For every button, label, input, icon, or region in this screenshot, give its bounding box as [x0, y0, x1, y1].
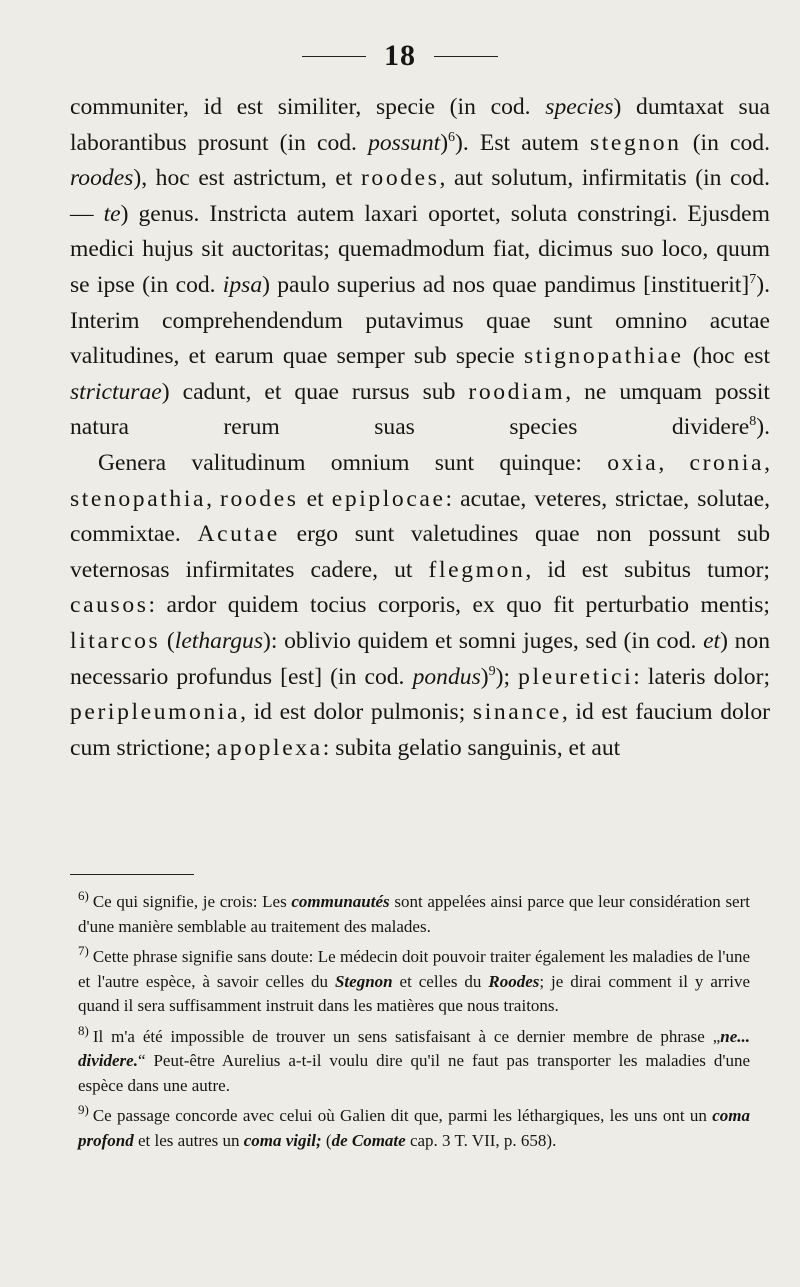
text-run: Ce passage concorde avec celui où Galien dit que, parmi les léthargiques, les uns ont un: [92, 1106, 713, 1125]
spaced-term: roodes: [220, 485, 299, 512]
text-run: et celles du: [392, 971, 489, 991]
italic-text: coma profond: [78, 1106, 750, 1150]
italic-text: roodes: [70, 165, 134, 192]
text-run: ,: [658, 449, 690, 476]
text-run: et: [298, 485, 332, 512]
spaced-term: flegmon: [428, 556, 526, 583]
footnote-ref: 7: [749, 272, 757, 288]
text-run: Cette phrase signifie sans doute: Le médecin doit pouvoir traiter également les maladies de l'une et l'autre espèce, à savoir celles du: [78, 947, 750, 991]
spaced-term: oxia: [607, 449, 659, 476]
text-run: , id est subitus tumor;: [525, 556, 770, 583]
header-rule-left: [302, 56, 366, 57]
italic-text: species: [545, 94, 614, 120]
footnote-number: 6): [78, 888, 89, 904]
footnotes: [78, 890, 750, 1159]
text-run: cap. 3 T. VII, p. 658).: [405, 1130, 557, 1150]
text-run: ,: [206, 485, 221, 512]
text-run: (: [321, 1130, 332, 1150]
footnote-ref: 8: [749, 414, 757, 430]
spaced-term: epiplocae: [331, 485, 446, 512]
italic-text: lethargus: [174, 627, 264, 654]
paragraph-2: [70, 446, 770, 766]
text-run: ): [480, 663, 489, 690]
spaced-term: stignopathiae: [523, 343, 684, 370]
spaced-term: causos: [70, 592, 149, 619]
text-run: ) cadunt, et quae rursus sub: [161, 378, 469, 405]
italic-text: communautés: [291, 892, 390, 911]
text-run: (hoc est: [683, 343, 770, 370]
text-run: , ne umquam possit natura rerum suas species dividere: [70, 378, 770, 441]
text-run: Il m'a été impossible de trouver un sens satisfaisant à ce dernier membre de phrase „: [92, 1026, 721, 1046]
text-run: , aut solutum, infirmitatis (in cod. —: [70, 165, 771, 227]
text-run: : lateris dolor;: [633, 663, 771, 690]
italic-text: Stegnon: [334, 971, 393, 991]
footnote: [78, 1104, 750, 1153]
text-run: ): oblivio quidem et somni juges, sed (in cod.: [263, 627, 704, 654]
text-run: Genera valitudinum omnium sunt quinque:: [98, 449, 608, 476]
text-run: : ardor quidem tocius corporis, ex quo fit perturbatio mentis;: [148, 592, 770, 619]
spaced-term: apoplexa: [216, 734, 323, 761]
text-run: ), hoc est astrictum, et: [133, 165, 361, 192]
text-run: Ce qui signifie, je crois: Les: [92, 892, 292, 911]
italic-text: possunt: [368, 129, 441, 156]
spaced-term: stegnon: [589, 129, 682, 156]
text-run: ).: [756, 414, 770, 441]
text-run: (in cod.: [681, 129, 770, 156]
text-run: ): [440, 129, 449, 156]
text-run: (: [160, 627, 175, 654]
footnote-ref: 6: [448, 129, 456, 145]
italic-text: Roodes: [488, 971, 540, 991]
text-run: );: [495, 663, 519, 690]
footnote-number: 7): [78, 943, 89, 959]
footnote: [78, 890, 750, 939]
italic-text: ne... dividere.: [78, 1026, 750, 1070]
text-run: ,: [764, 449, 770, 476]
text-run: ; je dirai comment il y arrive quand il sera suffisamment instruit dans les matières que nous traitons.: [78, 971, 750, 1015]
footnote-rule: [70, 874, 194, 875]
italic-text: de Comate: [331, 1130, 406, 1150]
page-header: [0, 36, 800, 76]
footnote-ref: 9: [488, 663, 496, 679]
spaced-term: sinance: [472, 699, 562, 726]
spaced-term: pleuretici: [518, 663, 634, 690]
italic-text: coma vigil;: [243, 1130, 322, 1150]
header-rule-right: [434, 56, 498, 57]
spaced-term: roodiam: [468, 378, 566, 405]
spaced-term: cronia: [689, 449, 765, 476]
italic-text: stricturae: [70, 378, 162, 405]
text-run: , id est dolor pulmonis;: [240, 699, 473, 726]
italic-text: pondus: [412, 663, 481, 690]
text-run: ). Est autem: [455, 129, 590, 156]
paragraph-1: [70, 90, 770, 446]
text-run: : subita gelatio sanguinis, et aut: [322, 734, 621, 761]
text-run: ). Interim comprehendendum putavimus quae sunt omnino acutae valitudines, et earum quae semper sub specie: [70, 271, 770, 370]
text-run: ) dumtaxat sua laborantibus prosunt (in cod.: [70, 94, 770, 156]
spaced-term: roodes: [360, 165, 440, 192]
text-run: ) non necessario profundus [est] (in cod.: [70, 627, 771, 690]
text-run: “ Peut-être Aurelius a-t-il voulu dire qu'il ne faut pas transporter les maladies d'une espèce dans une autre.: [78, 1051, 750, 1095]
italic-text: et: [703, 627, 721, 654]
spaced-term: Acutae: [197, 521, 280, 548]
footnote: [78, 1022, 750, 1099]
footnote-number: 9): [78, 1102, 89, 1118]
text-run: et les autres un: [133, 1130, 244, 1150]
text-run: , id est faucium dolor cum strictione;: [70, 699, 770, 761]
text-run: sont appelées ainsi parce que leur considération sert d'une manière semblable au traitement des malades.: [78, 892, 750, 936]
spaced-term: stenopathia: [70, 485, 207, 512]
italic-text: te: [103, 200, 121, 227]
footnote-number: 8): [78, 1022, 89, 1038]
footnote: [78, 945, 750, 1019]
main-text: [70, 90, 770, 766]
text-run: ) genus. Instricta autem laxari oportet, soluta constringi. Ejusdem medici hujus sit auctoritas; quemadmodum fiat, dicimus suo loco, quum se ipse (in cod.: [70, 200, 770, 298]
page-number: 18: [384, 39, 416, 72]
text-run: ) paulo superius ad nos quae pandimus [instituerit]: [262, 271, 750, 298]
italic-text: ipsa: [222, 271, 263, 298]
text-run: communiter, id est similiter, specie (in cod.: [70, 94, 546, 120]
text-run: ergo sunt valetudines quae non possunt sub veternosas infirmitates cadere, ut: [70, 521, 770, 583]
spaced-term: litarcos: [70, 627, 161, 654]
spaced-term: peripleumonia: [70, 699, 241, 726]
text-run: : acutae, veteres, strictae, solutae, commixtae.: [70, 485, 771, 548]
